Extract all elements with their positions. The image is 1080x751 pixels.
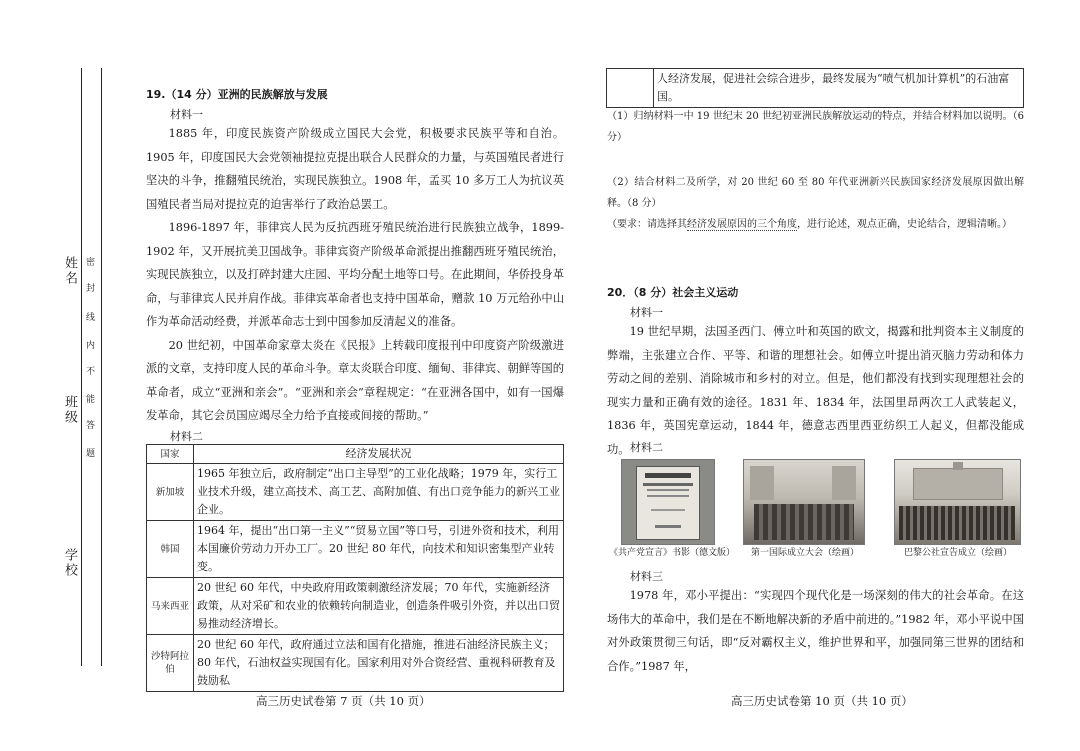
table-description: 20 世纪 60 年代，中央政府用政策刺激经济发展；70 年代，实施新经济政策，从对采矿和农业的依赖转向制造业，创造条件吸引外资，并以出口贸易推动经济增长。 (194, 578, 564, 635)
table-country-empty (607, 69, 654, 108)
paris-commune-image (894, 459, 1021, 545)
requirement-suffix: ，进行论述，观点正确，史论结合，逻辑清晰。） (797, 219, 1012, 230)
material1-paragraph-philippines: 1896-1897 年，菲律宾人民为反抗西班牙殖民统治进行民族独立战争，1899-1902 年，又开展抗美卫国战争。菲律宾资产阶级革命派提出推翻西班牙殖民统治，实现民族独立，以及打碎封建大庄园、平均分配土地等口号。在此期间，华侨投身革命，与菲律宾人民并肩作战。菲律宾革命者也支持中国革命，赠款 10 万元给孙中山作为革命活动经费，并派革命志士到中国参加反清起义的准备。 (146, 221, 564, 328)
seal-char-4: 内 (86, 341, 96, 351)
table-country: 沙特阿拉伯 (147, 635, 194, 692)
requirement-emphasis: 经济发展原因的三个角度 (687, 219, 797, 230)
left-material1-text (146, 122, 564, 428)
name-label: 姓名 (62, 256, 77, 286)
image-caption-2: 第一国际成立大会（绘画） (751, 548, 860, 558)
table-country: 马来西亚 (147, 578, 194, 635)
material1-paragraph-india: 1885 年，印度民族资产阶级成立国民大会党，积极要求民族平等和自治。1905 年，印度国民大会党领袖提拉克提出联合人民群众的力量，与英国殖民者进行坚决的斗争，推翻殖民统治，实现民族独立。1908 年，孟买 10 多万工人为抗议英国殖民者当局对提拉克的迫害举行了政治总罢工。 (146, 127, 564, 211)
table-continuation-text: 人经济发展，促进社会综合进步，最终发展为“喷气机加计算机”的石油富国。 (654, 69, 1024, 108)
right-material1-text (607, 320, 1024, 461)
right-material2-label: 材料二 (630, 441, 663, 454)
left-page-footer: 高三历史试卷第 7 页（共 10 页） (256, 694, 431, 708)
right-material1-label: 材料一 (630, 306, 663, 319)
right-material3-text (607, 584, 1024, 678)
table-description: 1964 年，提出“出口第一主义”“贸易立国”等口号，引进外资和技术，利用本国廉价劳动力开办工厂。20 世纪 80 年代，向技术和知识密集型产业转变。 (194, 521, 564, 578)
seal-char-8: 题 (86, 449, 96, 459)
table-description: 20 世纪 60 年代，政府通过立法和国有化措施，推进石油经济民族主义；80 年代，石油权益实现国有化。国家利用对外合资经营、重视科研教育及鼓励私 (194, 635, 564, 692)
seal-char-1: 密 (86, 258, 96, 268)
right-material3-label: 材料三 (630, 570, 663, 583)
table-header-row (147, 445, 564, 464)
q20-material1-paragraph: 19 世纪早期，法国圣西门、傅立叶和英国的欧文，揭露和批判资本主义制度的弊端，主张建立合作、平等、和谐的理想社会。如傅立叶提出消灭脑力劳动和体力劳动之间的差别、消除城市和乡村的对立。但是，他们都没有找到实现理想社会的现实力量和正确有效的途径。1831 年、1834 年，法国里昂两次工人武装起义，1836 年，英国宪章运动，1844 年，德意志西里西亚纺织工人起义，但都没能成功。 (607, 325, 1024, 456)
economy-table-continuation (606, 68, 1024, 108)
q20-title: 20．（8 分）社会主义运动 (607, 286, 739, 299)
binding-line-outer (81, 68, 82, 666)
seal-char-5: 不 (86, 367, 96, 377)
seal-char-3: 线 (86, 313, 96, 323)
seal-char-7: 答 (86, 421, 96, 431)
table-row (147, 521, 564, 578)
school-label: 学校 (62, 548, 77, 578)
table-description: 1965 年独立后，政府制定“出口主导型”的工业化战略；1979 年，实行工业技术升级，建立高技术、高工艺、高附加值、有出口竞争能力的新兴工业企业。 (194, 464, 564, 521)
image-caption-3: 巴黎公社宣告成立（绘画） (904, 548, 1013, 558)
seal-char-2: 封 (86, 284, 96, 294)
image-caption-1: 《共产党宣言》书影（德文版） (609, 548, 736, 558)
material1-paragraph-asia-society: 20 世纪初，中国革命家章太炎在《民报》上转载印度报刊中印度资产阶级激进派的文章，支持印度人民的革命斗争。章太炎联合印度、缅甸、菲律宾、朝鲜等国的革命者，成立“亚洲和亲会”。“亚洲和亲会”章程规定：“在亚洲各国中，如有一国爆发革命，其它会员国应竭尽全力给予直接或间接的帮助。” (146, 338, 564, 422)
right-page-footer: 高三历史试卷第 10 页（共 10 页） (731, 694, 913, 708)
table-country: 新加坡 (147, 464, 194, 521)
table-row (147, 635, 564, 692)
economy-table (146, 444, 564, 692)
q19-part2-requirement (607, 214, 1024, 235)
q19-part2-text: （2）结合材料二及所学，对 20 世纪 60 至 80 年代亚洲新兴民族国家经济发展原因做出解释。（8 分） (607, 177, 1024, 209)
q19-part1-text: （1）归纳材料一中 19 世纪末 20 世纪初亚洲民族解放运动的特点，并结合材料加以说明。（6 分） (607, 111, 1024, 143)
q19-title: 19.（14 分）亚洲的民族解放与发展 (146, 88, 328, 101)
first-international-image (743, 459, 865, 545)
q20-material3-paragraph: 1978 年，邓小平提出：“实现四个现代化是一场深刻的伟大的社会革命。在这场伟大的革命中，我们是在不断地解决新的矛盾中前进的。”1982 年，邓小平说中国对外政策贯彻三句话，即“反对霸权主义，维护世界和平，加强同第三世界的团结和合作。”1987 年， (607, 589, 1024, 673)
q19-part1 (607, 106, 1024, 148)
table-row (147, 464, 564, 521)
class-label: 班级 (62, 395, 77, 425)
table-country: 韩国 (147, 521, 194, 578)
left-material2-label: 材料二 (170, 430, 203, 443)
manifesto-book-image (621, 459, 715, 545)
seal-char-6: 能 (86, 395, 96, 405)
table-row (147, 578, 564, 635)
q19-part2 (607, 172, 1024, 235)
table-row (607, 69, 1024, 108)
table-header-economy: 经济发展状况 (194, 445, 564, 464)
table-header-country: 国家 (147, 445, 194, 464)
left-material1-label: 材料一 (170, 108, 203, 121)
binding-line-inner (101, 68, 102, 666)
requirement-prefix: （要求：请选择其 (607, 219, 687, 230)
